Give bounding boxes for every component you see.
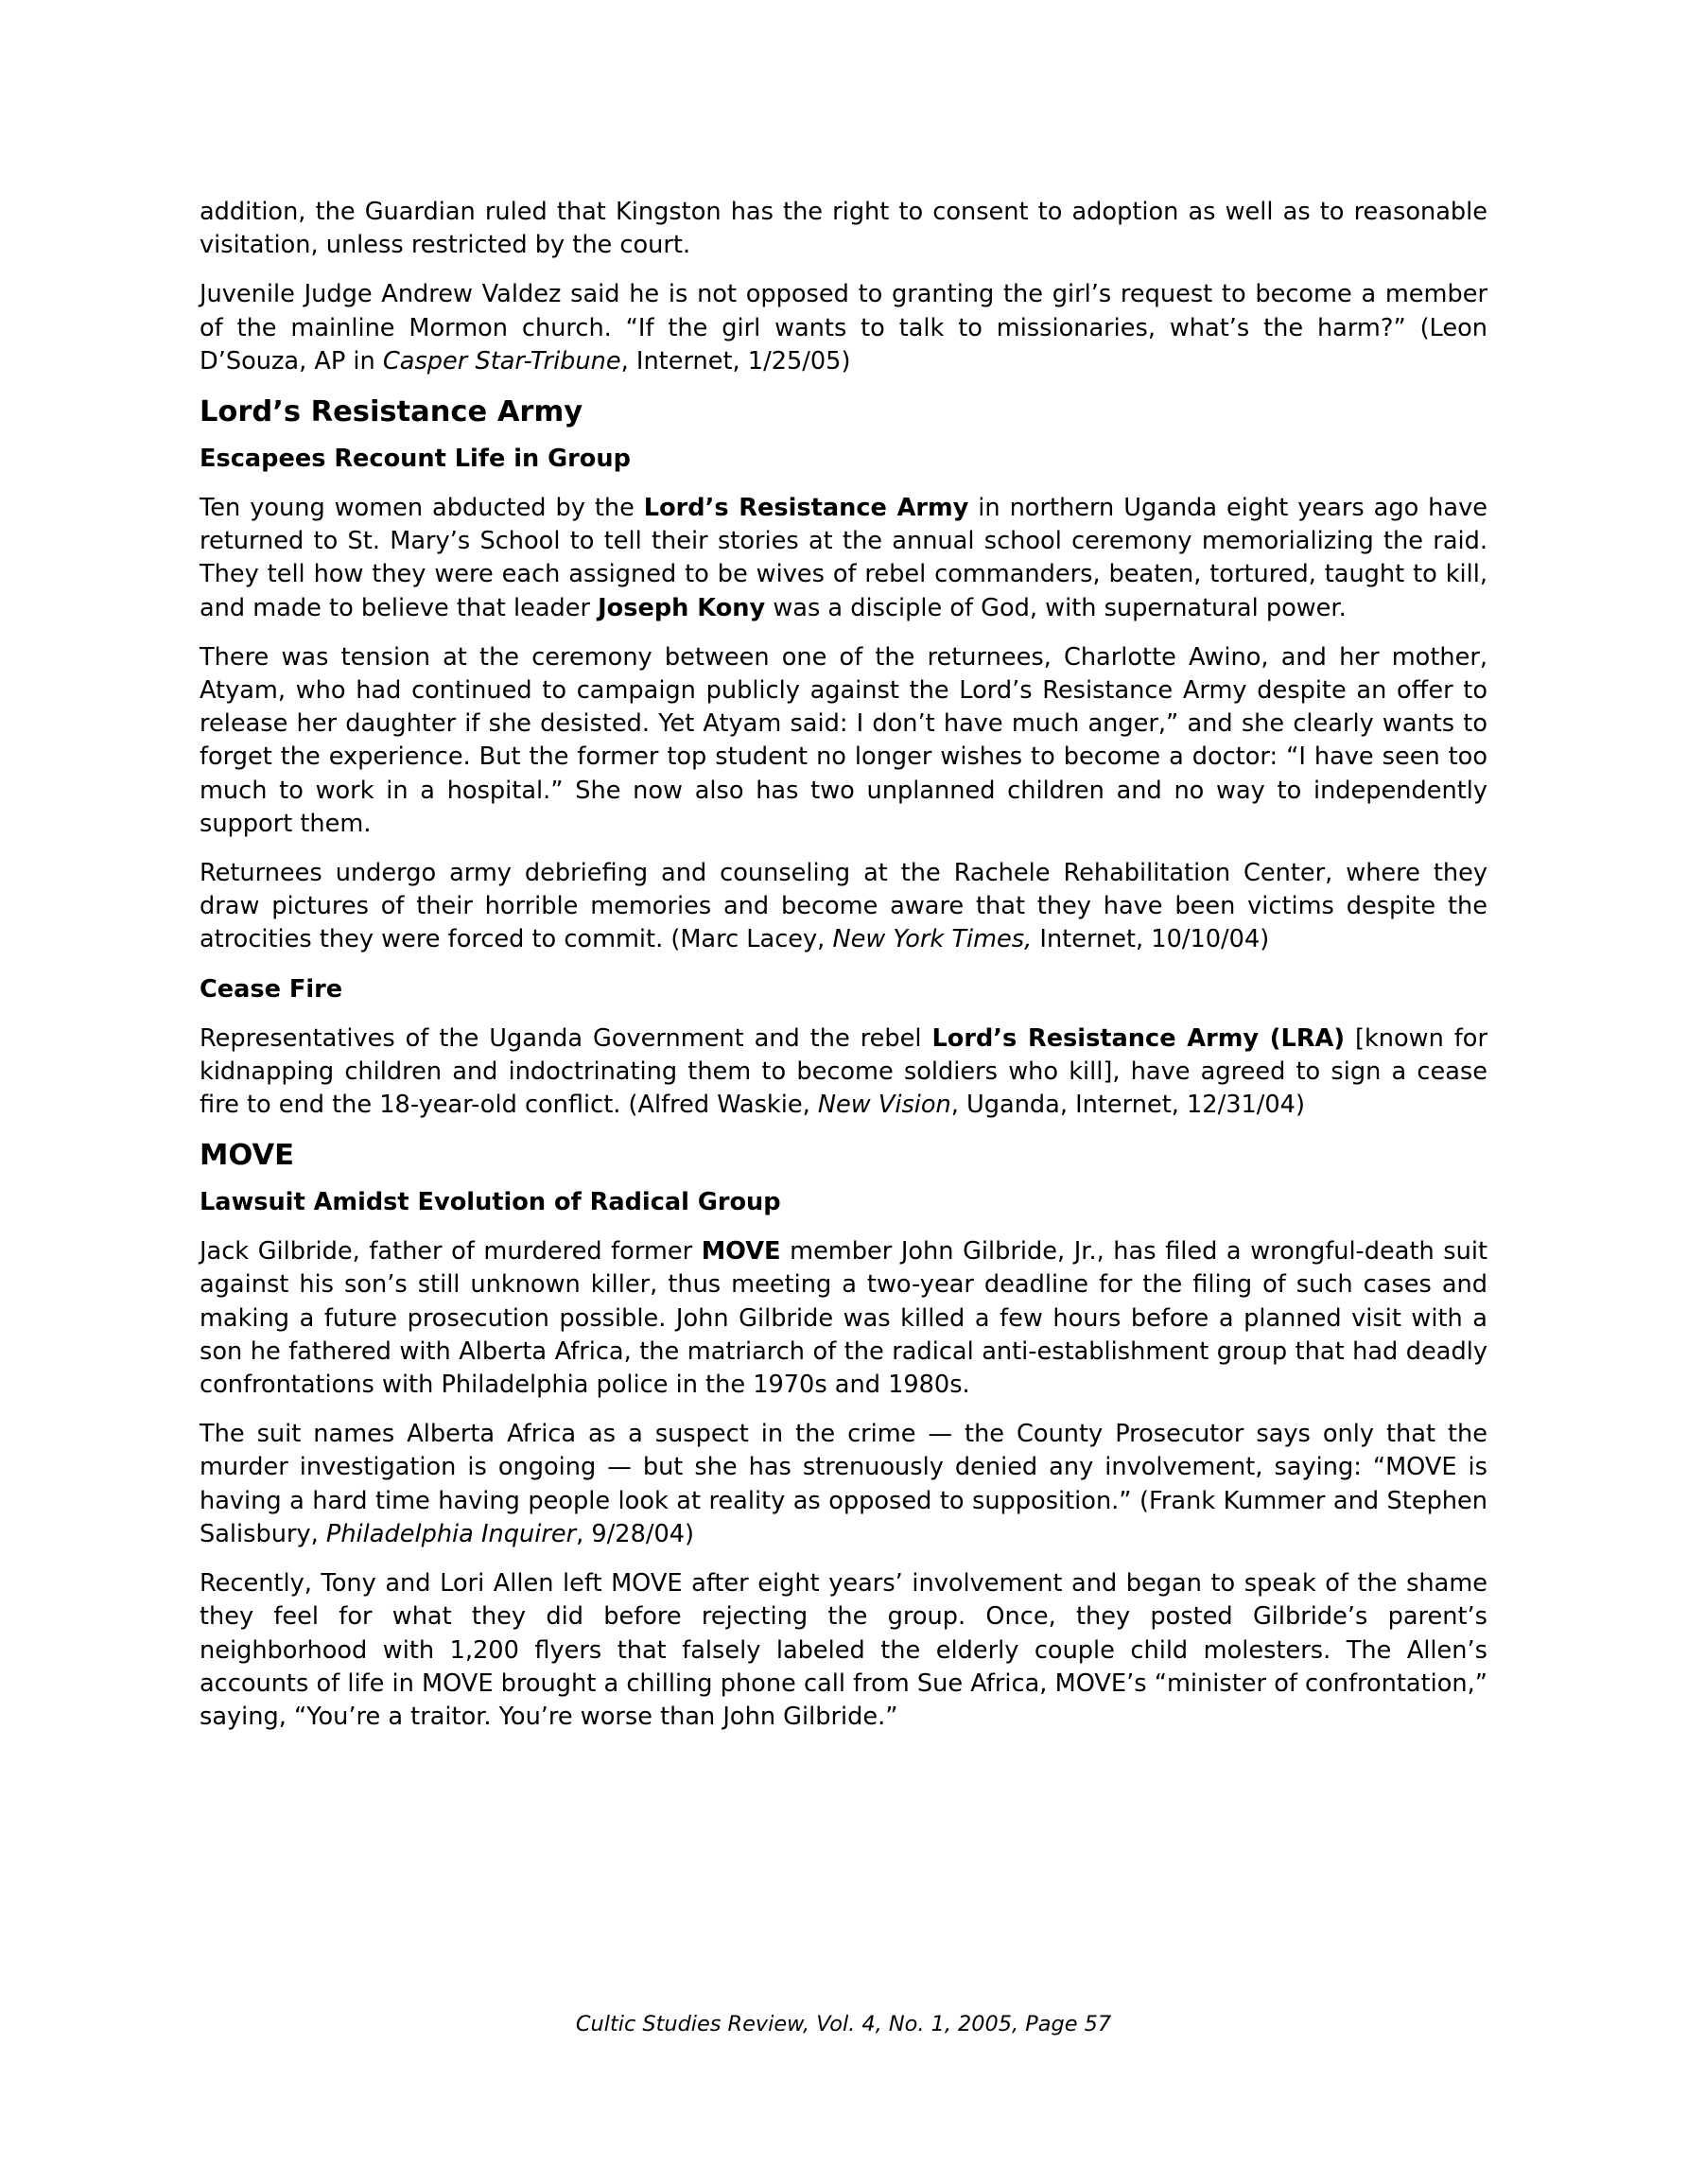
text-run: Internet, 10/10/04): [1032, 925, 1270, 954]
text-run: Cease Fire: [200, 974, 343, 1004]
paragraph: [200, 1567, 1487, 1734]
document-body: [200, 196, 1487, 1750]
paragraph: [200, 1235, 1487, 1402]
text-run: in northern Uganda eight years ago have returned to St. Mary’s School to tell their stories at the annual school ceremony memorializing the raid. They tell how they were each assigned to be wives of rebel commanders, beaten, tortured, taught to kill, and made to believe that leader: [200, 494, 1487, 622]
text-run: The suit names Alberta Africa as a suspect in the crime — the County Prosecutor says only that the murder investigation is ongoing — but she has strenuously denied any involvement, saying: “MOVE is having a hard time having people look at reality as opposed to supposition.” (Frank Kummer and Stephen Salisbury,: [200, 1420, 1487, 1548]
text-run: , Uganda, Internet, 12/31/04): [950, 1091, 1305, 1120]
paragraph: [200, 1022, 1487, 1123]
italic-citation: Casper Star-Tribune: [382, 346, 621, 376]
section-heading: [200, 1138, 1487, 1174]
text-run: Returnees undergo army debriefing and counseling at the Rachele Rehabilitation Center, where they draw pictures of their horrible memories and become aware that they have been victims despite the atrocities they were forced to commit. (Marc Lacey,: [200, 859, 1487, 954]
text-run: Jack Gilbride, father of murdered former: [200, 1237, 702, 1267]
text-run: There was tension at the ceremony between one of the returnees, Charlotte Awino, and her mother, Atyam, who had continued to campaign publicly against the Lord’s Resistance Army despite an offer to release her daughter if she desisted. Yet Atyam said: I don’t have much anger,” and she clearly wants to forget the experience. But the former top student no longer wishes to become a doctor: “I have seen too much to work in a hospital.” She now also has two unplanned children and no way to independently support them.: [200, 642, 1487, 838]
text-run: Lawsuit Amidst Evolution of Radical Group: [200, 1188, 781, 1217]
text-run: Escapees Recount Life in Group: [200, 445, 631, 474]
text-run: [known for kidnapping children and indoctrinating them to become soldiers who kill], have agreed to sign a cease fire to end the 18-year-old conflict. (Alfred Waskie,: [200, 1023, 1487, 1120]
section-heading: [200, 394, 1487, 430]
text-run: Ten young women abducted by the: [200, 494, 644, 523]
text-run: Juvenile Judge Andrew Valdez said he is not opposed to granting the girl’s request to become a member of the mainline Mormon church. “If the girl wants to talk to missionaries, what’s the harm?” (Leon D’Souza, AP in: [200, 280, 1487, 376]
bold-text: Lord’s Resistance Army (LRA): [931, 1023, 1346, 1053]
paragraph: [200, 857, 1487, 957]
text-run: addition, the Guardian ruled that Kingston has the right to consent to adoption as well as to reasonable visitation, unless restricted by the court.: [200, 198, 1487, 260]
text-run: Lord’s Resistance Army: [200, 395, 583, 429]
paragraph: [200, 278, 1487, 378]
text-run: MOVE: [200, 1139, 294, 1173]
text-run: Recently, Tony and Lori Allen left MOVE after eight years’ involvement and began to speak of the shame they feel for what they did before rejecting the group. Once, they posted Gilbride’s parent’s neighborhood with 1,200 flyers that falsely labeled the elderly couple child molesters. The Allen’s accounts of life in MOVE brought a chilling phone call from Sue Africa, MOVE’s “minister of confrontation,” saying, “You’re a traitor. You’re worse than John Gilbride.”: [200, 1569, 1487, 1731]
paragraph: [200, 492, 1487, 625]
text-run: , 9/28/04): [576, 1519, 695, 1548]
page-footer: Cultic Studies Review, Vol. 4, No. 1, 2005, Page 57: [575, 2012, 1112, 2036]
bold-text: Joseph Kony: [598, 593, 766, 622]
italic-citation: Philadelphia Inquirer: [325, 1519, 577, 1548]
paragraph: [200, 1418, 1487, 1551]
bold-text: MOVE: [701, 1237, 781, 1267]
paragraph: [200, 641, 1487, 841]
text-run: Representatives of the Uganda Government and the rebel: [200, 1023, 932, 1053]
text-run: member John Gilbride, Jr., has filed a wrongful-death suit against his son’s still unknown killer, thus meeting a two-year deadline for the filing of such cases and making a future prosecution possible. John Gilbride was killed a few hours before a planned visit with a son he fathered with Alberta Africa, the matriarch of the radical anti-establishment group that had deadly confrontations with Philadelphia police in the 1970s and 1980s.: [200, 1237, 1488, 1400]
subsection-heading: [200, 443, 1487, 476]
italic-citation: New York Times,: [832, 925, 1033, 954]
paragraph: [200, 196, 1487, 262]
italic-citation: New Vision: [817, 1091, 951, 1120]
text-run: was a disciple of God, with supernatural power.: [765, 593, 1347, 622]
subsection-heading: [200, 973, 1487, 1006]
subsection-heading: [200, 1186, 1487, 1219]
text-run: , Internet, 1/25/05): [620, 346, 851, 376]
bold-text: Lord’s Resistance Army: [643, 494, 969, 523]
